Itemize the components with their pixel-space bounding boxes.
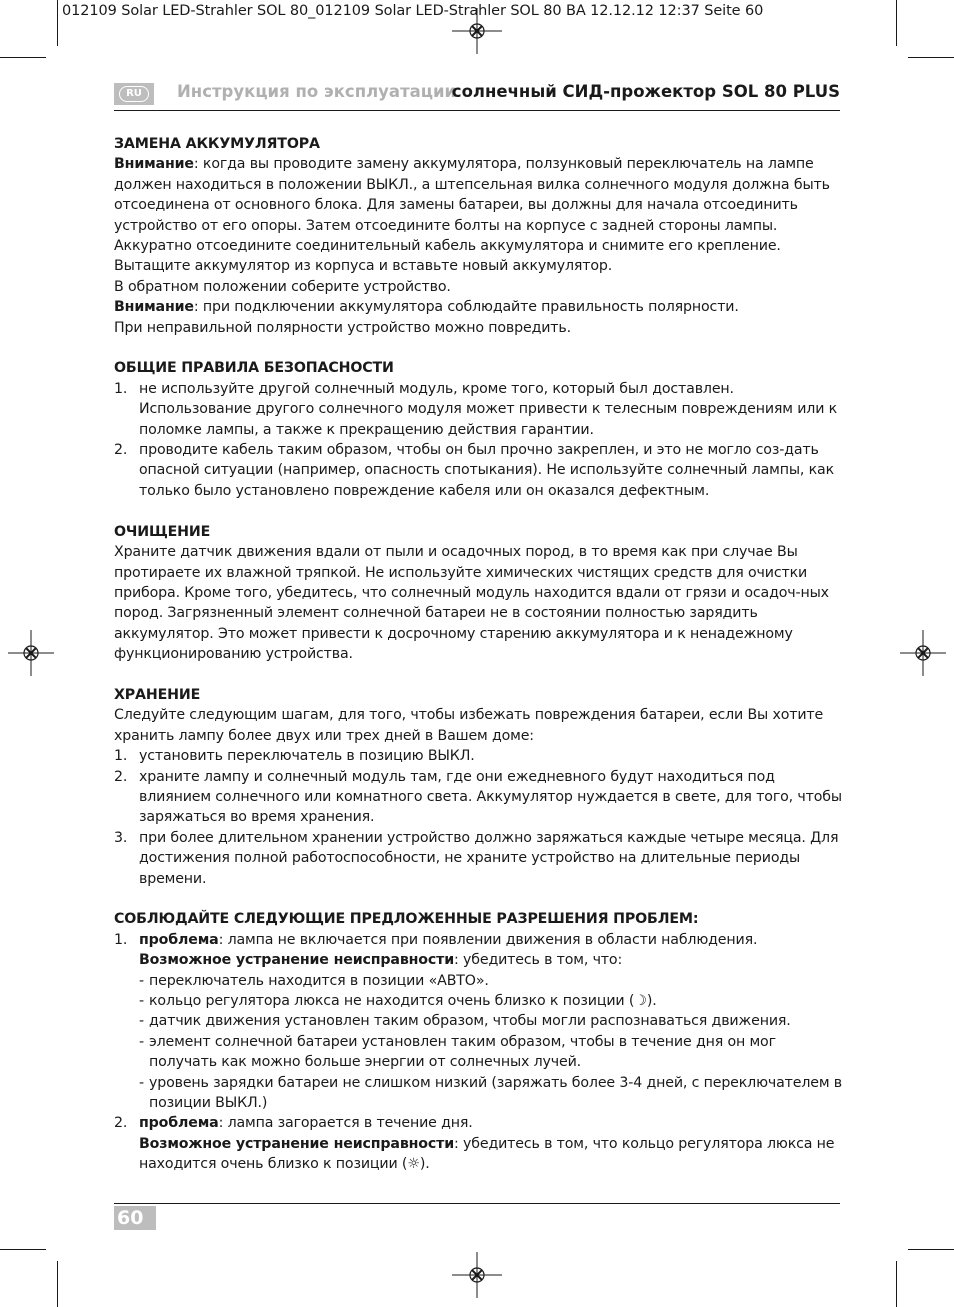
print-slug-line: 012109 Solar LED-Strahler SOL 80_012109 Solar LED-Strahler SOL 80 BA 12.12.12 12:37 Seite 60: [62, 3, 764, 19]
fix-label: Возможное устранение неисправности: [139, 1135, 455, 1152]
check-text: элемент солнечной батареи установлен таким образом, чтобы в течение дня он мог получать как можно больше энергии от солнечных лучей.: [149, 1033, 776, 1071]
list-number: 2.: [114, 442, 128, 459]
check-item: [139, 1032, 844, 1073]
storage-intro: Следуйте следующим шагам, для того, чтобы избежать повреждения батареи, если Вы хотите хранить лампу более двух или трех дней в Вашем доме:: [114, 707, 824, 744]
check-item: [139, 1011, 844, 1031]
spacer: [114, 338, 844, 358]
dash: -: [139, 993, 144, 1009]
battery-reverse-note: В обратном положении соберите устройство.: [114, 278, 451, 295]
spacer: [114, 665, 844, 685]
dash: -: [139, 972, 144, 989]
spacer: [114, 501, 844, 521]
crop-mark-bottom-left-h: [0, 1249, 46, 1250]
registration-mark-left-icon: [8, 630, 54, 676]
problem-text: : лампа не включается при появлении движения в области наблюдения.: [218, 931, 758, 948]
problem-line: [139, 1113, 844, 1133]
moon-icon: ☽: [634, 993, 647, 1009]
problem-line: [139, 930, 844, 950]
list-item: [114, 828, 844, 889]
check-text-end: ).: [646, 993, 657, 1009]
crop-mark-top-left-h: [0, 57, 46, 58]
check-item: [139, 971, 844, 991]
list-text: храните лампу и солнечный модуль там, где они ежедневного будут находиться под влиянием солнечного или комнатного света. Аккумулятор нуждается в свете, для того, чтобы заряжаться во время хранения.: [139, 768, 842, 826]
dash: -: [139, 1033, 144, 1050]
battery-attention-2: [114, 297, 844, 317]
fix-label: Возможное устранение неисправности: [139, 952, 455, 969]
problem-label: проблема: [139, 931, 219, 948]
attention-label: Внимание: [114, 156, 194, 173]
cleaning-text: Храните датчик движения вдали от пыли и осадочных пород, в то время как при случае Вы протираете их влажной тряпкой. Не используйте химических чистящих средств для очистки прибора. Кроме того, убедитесь, что солнечный модуль находится вдали от грязи и осадоч-ных пород. Загрязненный элемент солнечной батареи не в состоянии полностью зарядить аккумулятор. Это может привести к досрочному старению аккумулятора и к ненадежному функционированию устройства.: [114, 544, 829, 663]
registration-mark-right-icon: [900, 630, 946, 676]
section-title-storage: ХРАНЕНИЕ: [114, 686, 201, 703]
battery-polarity-note: При неправильной полярности устройство можно повредить.: [114, 319, 571, 336]
dash: -: [139, 1013, 144, 1030]
page-header: [114, 80, 840, 110]
problem-text: : лампа загорается в течение дня.: [218, 1115, 473, 1132]
crop-mark-bottom-right-h: [908, 1249, 954, 1250]
crop-mark-top-left-v: [57, 0, 58, 46]
list-number: 2.: [114, 1115, 128, 1132]
page-content: [114, 134, 844, 1175]
page-number-box: [114, 1206, 156, 1230]
registration-mark-bottom-icon: [452, 1252, 502, 1298]
battery-attention-1: [114, 154, 844, 276]
list-number: 1.: [114, 748, 128, 765]
fix-text: : убедитесь в том, что кольцо регулятора люкса не находится очень близко к позиции (: [139, 1135, 835, 1173]
check-text: уровень зарядки батареи не слишком низкий (заряжать более 3-4 дней, с переключателем в позиции ВЫКЛ.): [149, 1074, 842, 1112]
check-text: переключатель находится в позиции «АВТО».: [149, 972, 489, 989]
crop-mark-bottom-left-v: [57, 1261, 58, 1307]
product-title: солнечный СИД-прожектор SOL 80 PLUS: [451, 82, 840, 101]
page-number: 60: [117, 1207, 144, 1229]
manual-title: Инструкция по эксплуатации: [177, 82, 457, 101]
list-number: 1.: [114, 380, 128, 397]
check-text: датчик движения установлен таким образом, чтобы могли распознаваться движения.: [149, 1013, 791, 1030]
check-item: [139, 991, 844, 1011]
section-title-cleaning: ОЧИЩЕНИЕ: [114, 523, 211, 540]
attention-text: : когда вы проводите замену аккумулятора, ползунковый переключатель на лампе должен находиться в положении ВЫКЛ., а штепсельная вилка солнечного модуля должна быть отсоединена от основного блока. Для замены батареи, вы должны для начала отсоединить устройство от его опоры. Затем отсоедините болты на корпусе с задней стороны лампы. Аккуратно отсоедините соединительный кабель аккумулятора и снимите его крепление. Вытащите аккумулятор из корпуса и вставьте новый аккумулятор.: [114, 156, 830, 275]
crop-mark-bottom-right-v: [896, 1261, 897, 1307]
list-text: установить переключатель в позицию ВЫКЛ.: [139, 748, 475, 765]
fix-text: : убедитесь в том, что:: [454, 952, 623, 969]
list-text: не используйте другой солнечный модуль, кроме того, который был доставлен. Использование другого солнечного модуля может привести к телесным повреждениям или к поломке лампы, а также к прекращению действия гарантии.: [139, 380, 838, 438]
sun-icon: ☼: [407, 1156, 420, 1173]
crop-mark-top-right-v: [896, 0, 897, 46]
list-number: 1.: [114, 931, 128, 948]
list-text: проводите кабель таким образом, чтобы он был прочно закреплен, и это не могло соз-дать опасной ситуации (например, опасность спотыкания). Не используйте солнечный лампы, как только было установлено повреждение кабеля или он оказался дефектным.: [139, 442, 835, 499]
section-title-troubleshooting: СОБЛЮДАЙТЕ СЛЕДУЮЩИЕ ПРЕДЛОЖЕННЫЕ РАЗРЕШЕНИЯ ПРОБЛЕМ:: [114, 911, 699, 928]
section-title-battery: ЗАМЕНА АККУМУЛЯТОРА: [114, 136, 320, 152]
list-item: [114, 379, 844, 440]
problem-label: проблема: [139, 1115, 219, 1132]
crop-mark-top-right-h: [908, 57, 954, 58]
list-number: 2.: [114, 768, 128, 785]
list-text: при более длительном хранении устройство должно заряжаться каждые четыре месяца. Для достижения полной работоспособности, не храните устройство на длительные периоды времени.: [139, 829, 839, 887]
list-item: [114, 746, 844, 766]
problem-item-1: [114, 930, 844, 1114]
fix-line: [139, 1134, 844, 1175]
fix-line: [139, 950, 844, 970]
attention-text: : при подключении аккумулятора соблюдайте правильность полярности.: [193, 299, 739, 316]
list-item: [114, 767, 844, 828]
fix-text-end: ).: [419, 1156, 430, 1173]
language-badge: RU: [119, 86, 149, 102]
section-title-safety: ОБЩИЕ ПРАВИЛА БЕЗОПАСНОСТИ: [114, 360, 394, 377]
language-badge-box: [114, 83, 154, 105]
list-item: [114, 440, 844, 501]
list-number: 3.: [114, 829, 128, 846]
header-rule: [114, 110, 840, 111]
check-item: [139, 1073, 844, 1114]
problem-item-2: [114, 1113, 844, 1174]
spacer: [114, 889, 844, 909]
footer-rule: [114, 1203, 840, 1204]
dash: -: [139, 1074, 144, 1091]
attention-label: Внимание: [114, 299, 194, 316]
check-text: кольцо регулятора люкса не находится очень близко к позиции (: [149, 993, 635, 1009]
